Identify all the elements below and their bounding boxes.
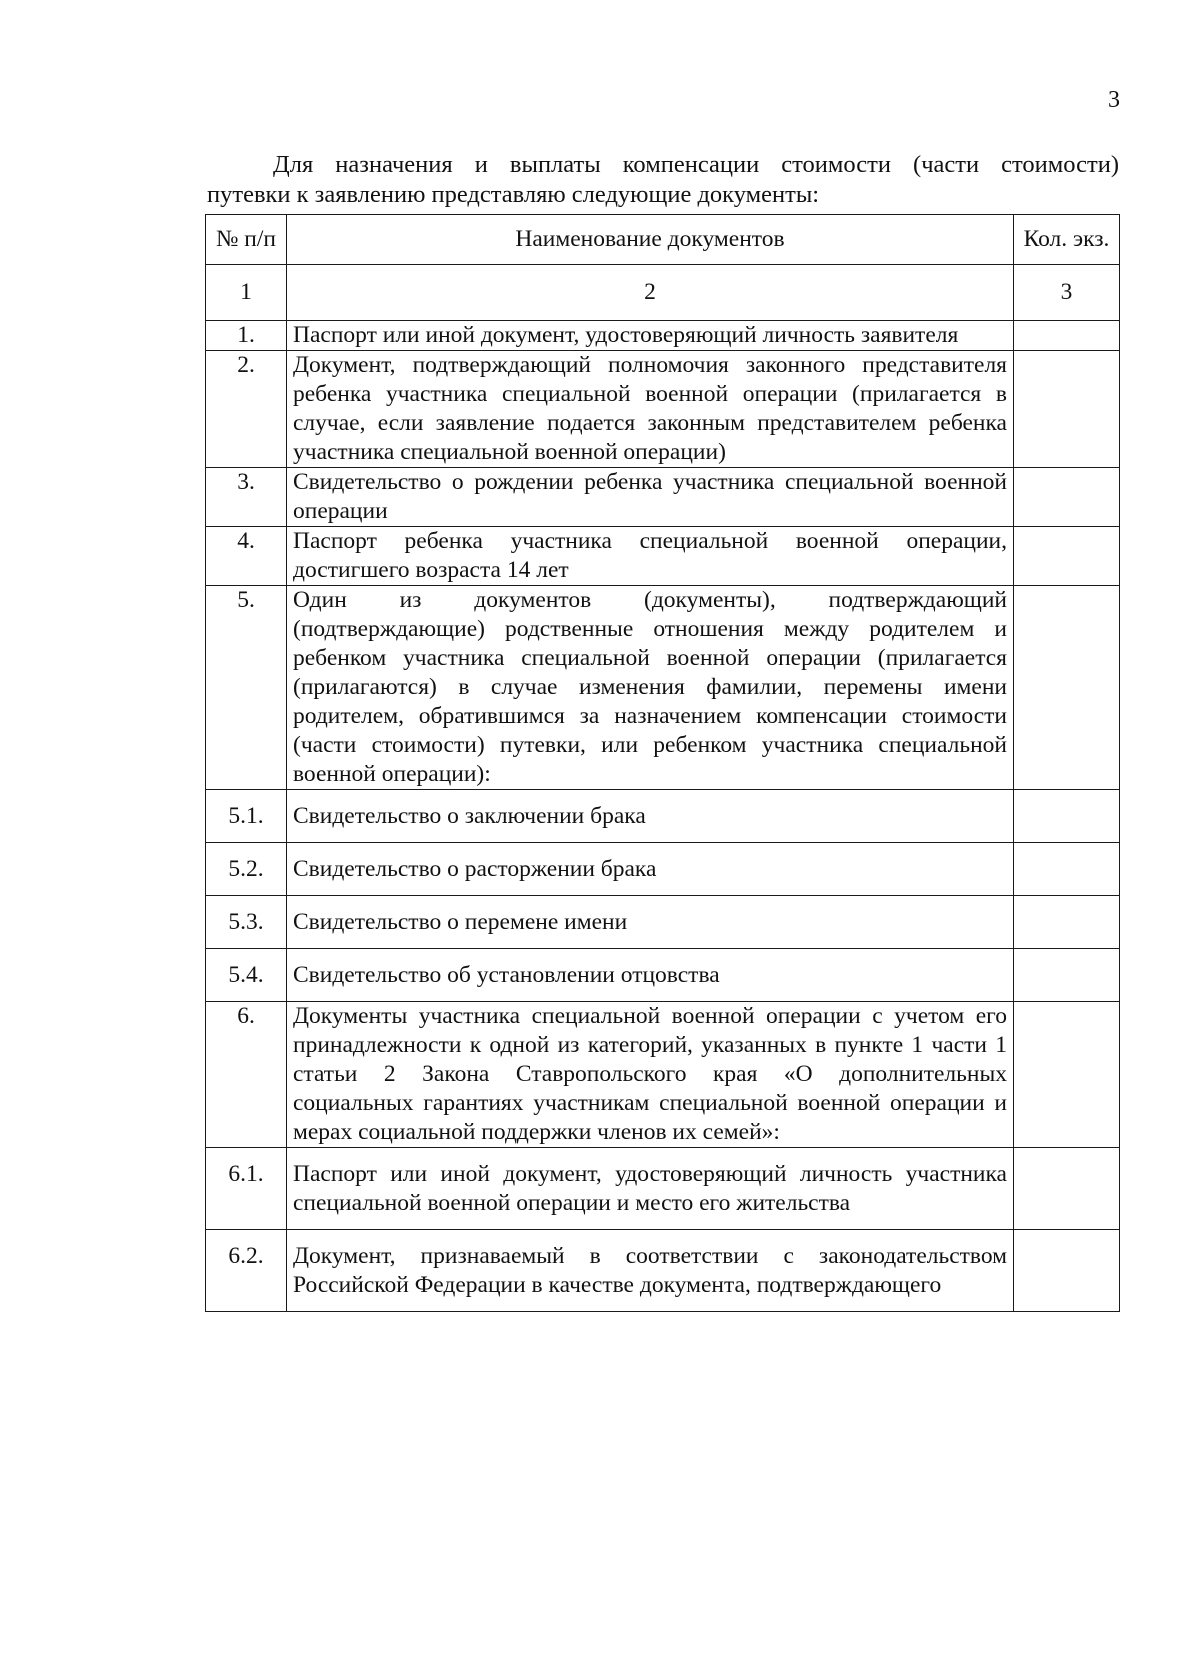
table-row bbox=[206, 1148, 1120, 1230]
row-number: 2. bbox=[206, 351, 287, 468]
row-document-name: Один из документов (документы), подтверждающий (подтверждающие) родственные отношения между родителем и ребенком участника специальной военной операции (прилагается (прилагаются) в случае изменения фамилии, перемены имени родителем, обратившимся за назначением компенсации стоимости (части стоимости) путевки, или ребенком участника специальной военной операции): bbox=[287, 586, 1014, 790]
table-row bbox=[206, 468, 1120, 527]
header-qty: Кол. экз. bbox=[1014, 215, 1120, 265]
row-quantity bbox=[1014, 321, 1120, 351]
page-number: 3 bbox=[1108, 87, 1120, 113]
table-header-row bbox=[206, 215, 1120, 265]
row-quantity bbox=[1014, 1002, 1120, 1148]
table-row bbox=[206, 321, 1120, 351]
row-quantity bbox=[1014, 949, 1120, 1002]
row-number: 6.1. bbox=[206, 1148, 287, 1230]
table-row bbox=[206, 843, 1120, 896]
row-quantity bbox=[1014, 351, 1120, 468]
row-number: 6. bbox=[206, 1002, 287, 1148]
documents-table bbox=[205, 214, 1120, 1312]
row-number: 6.2. bbox=[206, 1230, 287, 1312]
row-number: 3. bbox=[206, 468, 287, 527]
row-quantity bbox=[1014, 896, 1120, 949]
column-index-1: 1 bbox=[206, 265, 287, 321]
row-document-name: Свидетельство о перемене имени bbox=[287, 896, 1014, 949]
table-row bbox=[206, 1002, 1120, 1148]
table-row bbox=[206, 351, 1120, 468]
row-document-name: Свидетельство о расторжении брака bbox=[287, 843, 1014, 896]
row-document-name: Документ, признаваемый в соответствии с законодательством Российской Федерации в качестве документа, подтверждающего bbox=[287, 1230, 1014, 1312]
table-row bbox=[206, 790, 1120, 843]
column-index-row bbox=[206, 265, 1120, 321]
table-row bbox=[206, 586, 1120, 790]
row-number: 5. bbox=[206, 586, 287, 790]
row-document-name: Паспорт ребенка участника специальной военной операции, достигшего возраста 14 лет bbox=[287, 527, 1014, 586]
row-number: 4. bbox=[206, 527, 287, 586]
row-quantity bbox=[1014, 1148, 1120, 1230]
row-document-name: Паспорт или иной документ, удостоверяющий личность заявителя bbox=[287, 321, 1014, 351]
row-document-name: Свидетельство о заключении брака bbox=[287, 790, 1014, 843]
intro-line-1: Для назначения и выплаты компенсации стоимости (части стоимости) bbox=[273, 151, 1119, 178]
table-row bbox=[206, 527, 1120, 586]
intro-paragraph bbox=[207, 150, 1119, 210]
row-quantity bbox=[1014, 790, 1120, 843]
row-quantity bbox=[1014, 586, 1120, 790]
row-quantity bbox=[1014, 527, 1120, 586]
row-number: 5.2. bbox=[206, 843, 287, 896]
row-quantity bbox=[1014, 468, 1120, 527]
table-row bbox=[206, 1230, 1120, 1312]
row-quantity bbox=[1014, 843, 1120, 896]
row-document-name: Документы участника специальной военной операции с учетом его принадлежности к одной из категорий, указанных в пункте 1 части 1 статьи 2 Закона Ставропольского края «О дополнительных социальных гарантиях участникам специальной военной операции и мерах социальной поддержки членов их семей»: bbox=[287, 1002, 1014, 1148]
row-number: 5.4. bbox=[206, 949, 287, 1002]
header-num: № п/п bbox=[206, 215, 287, 265]
row-number: 5.1. bbox=[206, 790, 287, 843]
table-row bbox=[206, 949, 1120, 1002]
intro-line-2: путевки к заявлению представляю следующие документы: bbox=[207, 181, 820, 208]
row-quantity bbox=[1014, 1230, 1120, 1312]
row-document-name: Свидетельство о рождении ребенка участника специальной военной операции bbox=[287, 468, 1014, 527]
row-number: 1. bbox=[206, 321, 287, 351]
column-index-2: 2 bbox=[287, 265, 1014, 321]
table-row bbox=[206, 896, 1120, 949]
column-index-3: 3 bbox=[1014, 265, 1120, 321]
row-document-name: Документ, подтверждающий полномочия законного представителя ребенка участника специальной военной операции (прилагается в случае, если заявление подается законным представителем ребенка участника специальной военной операции) bbox=[287, 351, 1014, 468]
row-number: 5.3. bbox=[206, 896, 287, 949]
header-name: Наименование документов bbox=[287, 215, 1014, 265]
row-document-name: Паспорт или иной документ, удостоверяющий личность участника специальной военной операции и место его жительства bbox=[287, 1148, 1014, 1230]
row-document-name: Свидетельство об установлении отцовства bbox=[287, 949, 1014, 1002]
